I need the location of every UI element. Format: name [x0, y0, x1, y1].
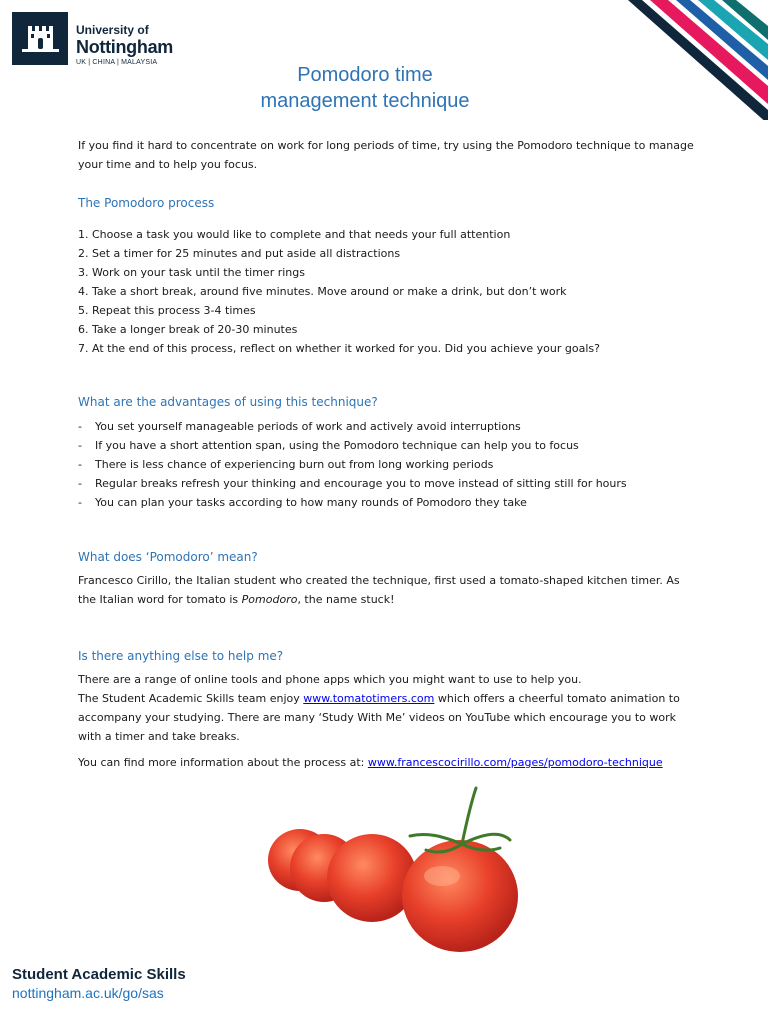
advantage-text: You can plan your tasks according to how many rounds of Pomodoro they take [95, 496, 527, 509]
process-step: 4. Take a short break, around five minutes. Move around or make a drink, but don’t work [78, 285, 567, 298]
page-title [0, 62, 730, 114]
help-line2 [78, 689, 698, 746]
process-step: 5. Repeat this process 3-4 times [78, 304, 256, 317]
advantage-text: There is less chance of experiencing burn out from long working periods [95, 458, 494, 471]
tomatoes-illustration [262, 780, 532, 960]
tomato-icon [327, 834, 417, 922]
bullet-dash: - [78, 439, 82, 452]
bullet-dash: - [78, 420, 82, 433]
advantages-list [78, 417, 698, 512]
advantage-item [78, 493, 698, 512]
university-wordmark [76, 24, 173, 67]
process-heading: The Pomodoro process [78, 196, 215, 210]
more-info-text: You can find more information about the process at: [78, 756, 368, 769]
advantage-text: Regular breaks refresh your thinking and encourage you to move instead of sitting still for hours [95, 477, 627, 490]
bullet-dash: - [78, 458, 82, 471]
process-steps-list [78, 225, 698, 358]
footer-title: Student Academic Skills [12, 966, 186, 983]
castle-crest-icon [12, 12, 68, 65]
meaning-text-end: , the name stuck! [297, 593, 395, 606]
process-step: 6. Take a longer break of 20-30 minutes [78, 323, 298, 336]
advantage-item [78, 455, 698, 474]
logo-line3: UK | CHINA | MALAYSIA [76, 59, 158, 66]
advantage-item [78, 436, 698, 455]
help-paragraph [78, 670, 698, 746]
process-step: 1. Choose a task you would like to complete and that needs your full attention [78, 228, 511, 241]
bullet-dash: - [78, 496, 82, 509]
advantage-text: If you have a short attention span, using the Pomodoro technique can help you to focus [95, 439, 579, 452]
help-line2-start: The Student Academic Skills team enjoy [78, 692, 304, 705]
help-line1: There are a range of online tools and phone apps which you might want to use to help you. [78, 673, 582, 686]
process-step: 3. Work on your task until the timer rings [78, 266, 305, 279]
meaning-heading: What does ‘Pomodoro’ mean? [78, 550, 258, 564]
footer [12, 966, 186, 1002]
bullet-dash: - [78, 477, 82, 490]
process-step: 2. Set a timer for 25 minutes and put aside all distractions [78, 247, 401, 260]
intro-paragraph: If you find it hard to concentrate on work for long periods of time, try using the Pomodoro technique to manage your time and to help you focus. [78, 139, 694, 171]
advantage-item [78, 474, 698, 493]
help-heading: Is there anything else to help me? [78, 649, 284, 663]
meaning-paragraph [78, 571, 698, 609]
francescocirillo-link[interactable]: www.francescocirillo.com/pages/pomodoro-technique [367, 756, 663, 769]
more-info-paragraph [78, 753, 698, 772]
meaning-text-start: Francesco Cirillo, the Italian student who created the technique, first used a tomato-shaped kitchen timer. As the Italian word for tomato is [78, 574, 680, 606]
help-line2-end: which offers a cheerful tomato animation to accompany your studying. There are many ‘Study With Me’ videos on YouTube which encourage you to work with a timer and take breaks. [78, 692, 680, 743]
university-logo-crest [12, 12, 68, 65]
tomato-stem-icon [410, 788, 510, 852]
logo-line2: Nottingham [76, 37, 173, 57]
advantage-text: You set yourself manageable periods of work and actively avoid interruptions [95, 420, 521, 433]
tomatotimers-link[interactable]: www.tomatotimers.com [303, 692, 435, 705]
advantage-item [78, 417, 698, 436]
advantages-heading: What are the advantages of using this technique? [78, 395, 378, 409]
tomato-icon [402, 840, 518, 952]
title-line2: management technique [260, 90, 470, 112]
logo-line1: University of [76, 23, 149, 37]
footer-url: nottingham.ac.uk/go/sas [12, 985, 164, 1001]
meaning-italic-word: Pomodoro [241, 593, 298, 606]
process-step: 7. At the end of this process, reflect on whether it worked for you. Did you achieve your goals? [78, 342, 600, 355]
title-line1: Pomodoro time [297, 64, 433, 86]
